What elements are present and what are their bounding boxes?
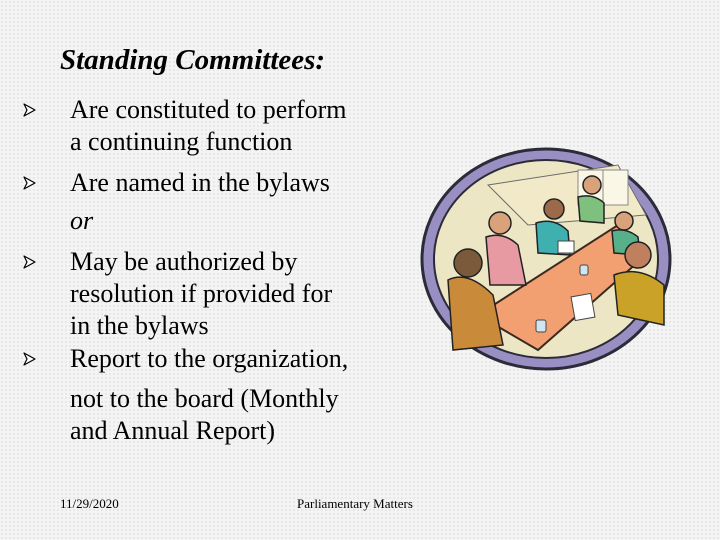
arrow-bullet-icon	[22, 352, 36, 366]
bullet-3-line-1: May be authorized by	[70, 247, 298, 276]
bullet-1-line-1: Are constituted to perform	[70, 95, 347, 124]
bullet-4-line-1: Report to the organization,	[70, 344, 349, 373]
bullet-3-line-2: resolution if provided for	[70, 279, 333, 308]
arrow-bullet-icon	[22, 255, 36, 269]
bullet-4-line-2: not to the board (Monthly	[70, 384, 339, 413]
slide-title: Standing Committees:	[60, 44, 326, 76]
footer-center-text: Parliamentary Matters	[297, 496, 413, 511]
bullet-2-line-1: Are named in the bylaws	[70, 168, 330, 197]
bullet-1-line-2: a continuing function	[70, 127, 293, 156]
arrow-bullet-icon	[22, 176, 36, 190]
arrow-bullet-icon	[22, 103, 36, 117]
bullet-2-sub: or	[70, 206, 94, 235]
footer-date: 11/29/2020	[60, 496, 119, 511]
bullet-3-line-3: in the bylaws	[70, 311, 209, 340]
meeting-clipart-icon	[418, 145, 674, 373]
bullet-4-line-3: and Annual Report)	[70, 416, 276, 445]
